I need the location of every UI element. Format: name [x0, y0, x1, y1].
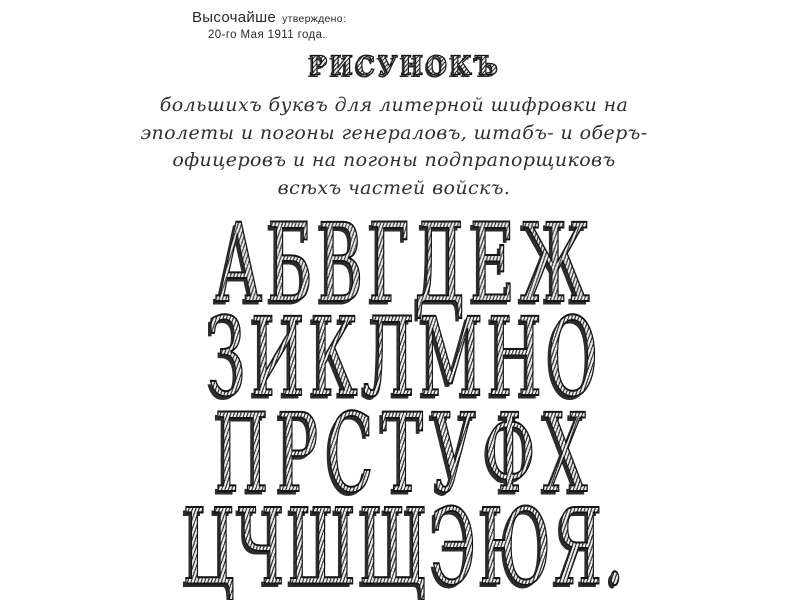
alphabet-row-4	[183, 496, 628, 600]
description-line-1: большихъ буквъ для литерной шифровки на	[159, 94, 629, 116]
approval-authority: Высочайше	[192, 9, 277, 26]
page-title	[309, 53, 501, 79]
description-block	[0, 92, 788, 202]
description-line-2: эполеты и погоны генераловъ, штабъ- и оберъ-	[140, 121, 648, 144]
approval-date: 20-го Мая 1911 года.	[208, 29, 326, 41]
description-line-3: офицеровъ и на погоны подпрапорщиковъ	[172, 149, 616, 171]
approval-line	[192, 9, 347, 26]
description-line-4: всѣхъ частей войскъ.	[277, 176, 511, 199]
approval-note: утверждено:	[282, 13, 347, 25]
approval-block	[192, 9, 347, 41]
